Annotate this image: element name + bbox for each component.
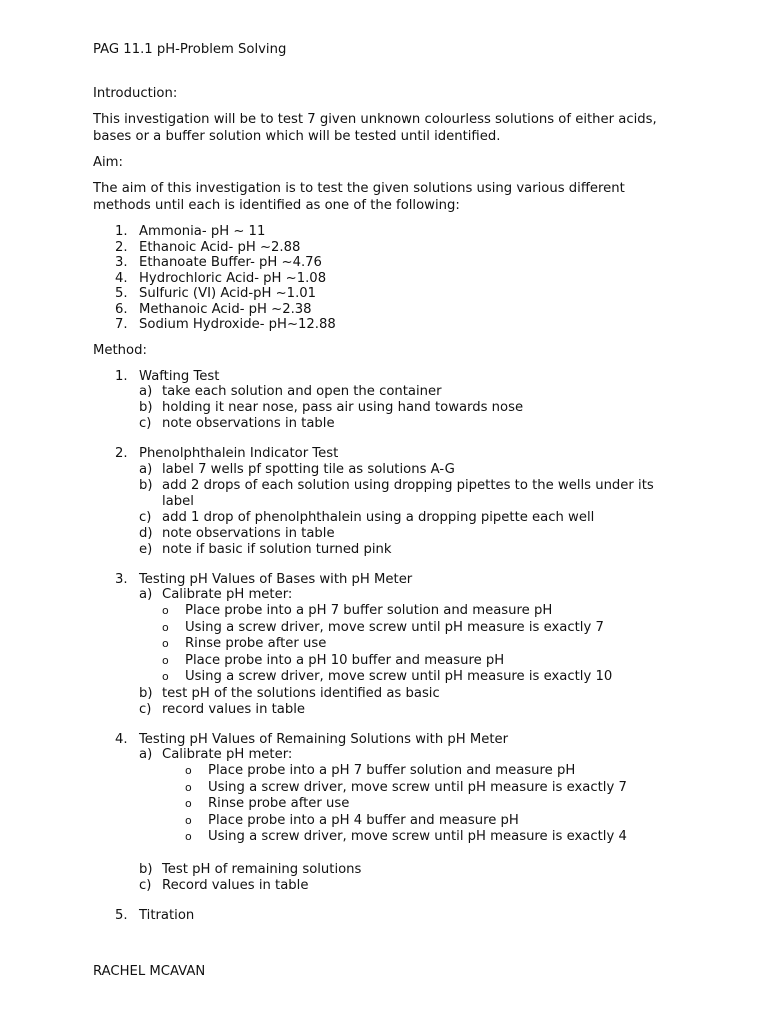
bullet-circle-icon: o bbox=[185, 797, 192, 810]
document-title: PAG 11.1 pH-Problem Solving bbox=[93, 42, 287, 57]
bullet-circle-icon: o bbox=[185, 830, 192, 843]
step-substeps bbox=[139, 462, 683, 558]
introduction-heading: Introduction: bbox=[93, 86, 178, 101]
bullet-circle-icon: o bbox=[185, 780, 192, 794]
bullet-circle-icon: o bbox=[162, 670, 169, 683]
step-title: Wafting Test bbox=[139, 368, 220, 384]
bullet-item: o Place probe into a pH 7 buffer solution and measure pH bbox=[185, 763, 576, 778]
method-step-wafting: 1. Wafting Test a) take each solution and open the container b) holding it near nose, pass air using hand towards nose c) note observations in table bbox=[93, 369, 683, 433]
step-title: Phenolphthalein Indicator Test bbox=[139, 446, 339, 461]
step-title: Testing pH Values of Remaining Solutions with pH Meter bbox=[139, 731, 509, 747]
bullet-item: o Place probe into a pH 10 buffer and measure pH bbox=[162, 652, 505, 668]
substep-item: c) note observations in table bbox=[139, 416, 335, 431]
substep-item: a) take each solution and open the container bbox=[139, 384, 442, 399]
bullet-circle-icon: o bbox=[162, 620, 169, 634]
bullet-circle-icon: o bbox=[185, 764, 192, 777]
step-substeps bbox=[139, 384, 683, 432]
introduction-text: This investigation will be to test 7 given unknown colourless solutions of either acids, bases or a buffer solution which will be tested until identified. bbox=[93, 112, 657, 144]
bullet-item: o Place probe into a pH 7 buffer solution and measure pH bbox=[162, 603, 553, 618]
bullet-item: o Place probe into a pH 4 buffer and measure pH bbox=[185, 812, 519, 828]
bullet-item: o Using a screw driver, move screw until pH measure is exactly 10 bbox=[162, 669, 613, 684]
substep-item: c) record values in table bbox=[139, 701, 306, 717]
solution-item: 4. Hydrochloric Acid- pH ~1.08 bbox=[115, 270, 327, 286]
document-footer-author: RACHEL MCAVAN bbox=[93, 964, 206, 979]
bullet-circle-icon: o bbox=[185, 813, 192, 827]
substep-item: a) label 7 wells pf spotting tile as solutions A-G bbox=[139, 461, 455, 477]
solutions-list bbox=[93, 224, 683, 333]
solution-item: 6. Methanoic Acid- pH ~2.38 bbox=[115, 301, 312, 317]
calibration-bullets bbox=[162, 603, 683, 686]
substep-item: b) holding it near nose, pass air using hand towards nose bbox=[139, 400, 524, 415]
solution-item: 2. Ethanoic Acid- pH ~2.88 bbox=[115, 239, 301, 255]
aim-text: The aim of this investigation is to test the given solutions using various different methods until each is identified as one of the following: bbox=[93, 181, 625, 213]
document-body bbox=[93, 41, 683, 923]
substep-item: e) note if basic if solution turned pink bbox=[139, 541, 392, 557]
solution-item: 1. Ammonia- pH ~ 11 bbox=[115, 224, 266, 239]
aim-heading: Aim: bbox=[93, 155, 123, 170]
bullet-item: o Using a screw driver, move screw until pH measure is exactly 7 bbox=[185, 779, 627, 795]
method-step-ph-remaining: 4. Testing pH Values of Remaining Solutions with pH Meter a) Calibrate pH meter: o Place probe into a pH 7 buffer solution and measure pH o Using a screw driver, move screw until pH measure is exactly 7 o Rinse probe after use o Place probe into a pH 4 buffer and measure pH o Using a screw driver, move screw until pH measure is exactly 4 b) Test pH of remaining solutions c) Record values in table bbox=[93, 732, 683, 894]
substep-item: a) Calibrate pH meter: o Place probe into a pH 7 buffer solution and measure pH o Using a screw driver, move screw until pH measure is exactly 7 o Rinse probe after use o Place probe into a pH 10 buffer and measure pH o Using a screw driver, move screw until pH measure is exactly 10 bbox=[139, 587, 683, 686]
step-substeps bbox=[139, 747, 683, 894]
solution-item: 5. Sulfuric (VI) Acid-pH ~1.01 bbox=[115, 286, 317, 301]
substep-item: b) add 2 drops of each solution using dropping pipettes to the wells under its label bbox=[139, 477, 654, 509]
solution-item: 3. Ethanoate Buffer- pH ~4.76 bbox=[115, 255, 322, 270]
bullet-item: o Rinse probe after use bbox=[162, 636, 327, 651]
bullet-circle-icon: o bbox=[162, 637, 169, 650]
method-heading: Method: bbox=[93, 342, 147, 358]
method-step-ph-bases: 3. Testing pH Values of Bases with pH Meter a) Calibrate pH meter: o Place probe into a pH 7 buffer solution and measure pH o Using a screw driver, move screw until pH measure is exactly 7 o Rinse probe after use o Place probe into a pH 10 buffer and measure pH o Using a screw driver, move screw until pH measure is exactly 10 b) test pH of the solutions identified as basic c) record values in table bbox=[93, 572, 683, 718]
substep-item: a) Calibrate pH meter: o Place probe into a pH 7 buffer solution and measure pH o Using a screw driver, move screw until pH measure is exactly 7 o Rinse probe after use o Place probe into a pH 4 buffer and measure pH o Using a screw driver, move screw until pH measure is exactly 4 bbox=[139, 747, 683, 862]
step-title: Testing pH Values of Bases with pH Meter bbox=[139, 571, 413, 587]
method-step-titration: 5. Titration bbox=[115, 907, 195, 923]
substep-item: b) Test pH of remaining solutions bbox=[139, 861, 362, 877]
substep-item: c) Record values in table bbox=[139, 877, 309, 893]
bullet-circle-icon: o bbox=[162, 604, 169, 617]
bullet-circle-icon: o bbox=[162, 653, 169, 667]
method-step-phenolphthalein: 2. Phenolphthalein Indicator Test a) label 7 wells pf spotting tile as solutions A-G b) add 2 drops of each solution using dropping pipettes to the wells under its label c) add 1 drop of phenolphthalein using a dropping pipette each well d) note observations in table e) note if basic if solution turned pink bbox=[93, 446, 683, 558]
step-title: Titration bbox=[139, 907, 195, 923]
bullet-item: o Using a screw driver, move screw until pH measure is exactly 4 bbox=[185, 829, 627, 844]
spacer bbox=[162, 846, 683, 862]
bullet-item: o Rinse probe after use bbox=[185, 796, 350, 811]
bullet-item: o Using a screw driver, move screw until pH measure is exactly 7 bbox=[162, 619, 604, 635]
step-substeps bbox=[139, 587, 683, 718]
solution-item: 7. Sodium Hydroxide- pH~12.88 bbox=[115, 317, 336, 332]
calibration-bullets bbox=[185, 763, 683, 846]
substep-item: b) test pH of the solutions identified as basic bbox=[139, 685, 440, 701]
method-list bbox=[93, 369, 683, 924]
substep-item: c) add 1 drop of phenolphthalein using a dropping pipette each well bbox=[139, 509, 595, 525]
substep-item: d) note observations in table bbox=[139, 525, 335, 541]
